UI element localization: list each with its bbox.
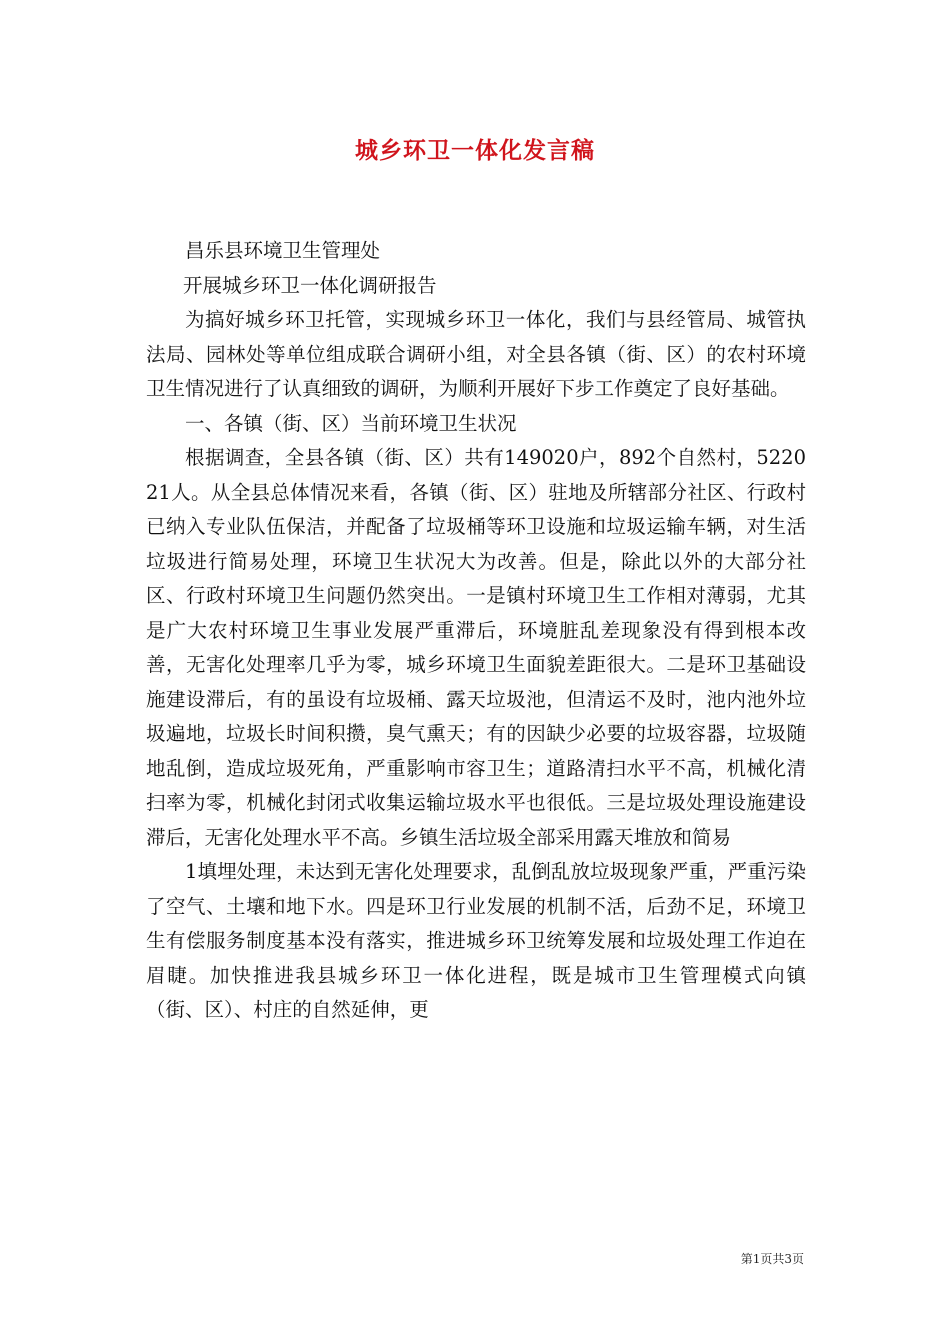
- section-heading-1: 一、各镇（街、区）当前环境卫生状况: [185, 411, 517, 435]
- page-number: 第1页共3页: [740, 1252, 804, 1266]
- document-body: [146, 234, 806, 1028]
- paragraph-survey: 根据调查，全县各镇（街、区）共有149020户，892个自然村，522021人。从全县总体情况来看，各镇（街、区）驻地及所辖部分社区、行政村已纳入专业队伍保洁，并配备了垃圾桶等环卫设施和垃圾运输车辆，对生活垃圾进行简易处理，环境卫生状况大为改善。但是，除此以外的大部分社区、行政村环境卫生问题仍然突出。一是镇村环境卫生工作相对薄弱，尤其是广大农村环境卫生事业发展严重滞后，环境脏乱差现象没有得到根本改善，无害化处理率几乎为零，城乡环境卫生面貌差距很大。二是环卫基础设施建设滞后，有的虽设有垃圾桶、露天垃圾池，但清运不及时，池内池外垃圾遍地，垃圾长时间积攒，臭气熏天；有的因缺少必要的垃圾容器，垃圾随地乱倒，造成垃圾死角，严重影响市容卫生；道路清扫水平不高，机械化清扫率为零，机械化封闭式收集运输垃圾水平也很低。三是垃圾处理设施建设滞后，无害化处理水平不高。乡镇生活垃圾全部采用露天堆放和简易: [146, 446, 806, 849]
- document-title: 城乡环卫一体化发言稿: [355, 137, 595, 164]
- paragraph-report-title: 开展城乡环卫一体化调研报告: [183, 273, 437, 297]
- paragraph-intro: 为搞好城乡环卫托管，实现城乡环卫一体化，我们与县经管局、城管执法局、园林处等单位组成联合调研小组，对全县各镇（街、区）的农村环境卫生情况进行了认真细致的调研，为顺利开展好下步工作奠定了良好基础。: [146, 308, 806, 400]
- paragraph-organization: 昌乐县环境卫生管理处: [185, 239, 381, 262]
- paragraph-continued: 1填埋处理，未达到无害化处理要求，乱倒乱放垃圾现象严重，严重污染了空气、土壤和地下水。四是环卫行业发展的机制不活，后劲不足，环境卫生有偿服务制度基本没有落实，推进城乡环卫统筹发展和垃圾处理工作迫在眉睫。加快推进我县城乡环卫一体化进程，既是城市卫生管理模式向镇（街、区）、村庄的自然延伸，更: [146, 860, 806, 1021]
